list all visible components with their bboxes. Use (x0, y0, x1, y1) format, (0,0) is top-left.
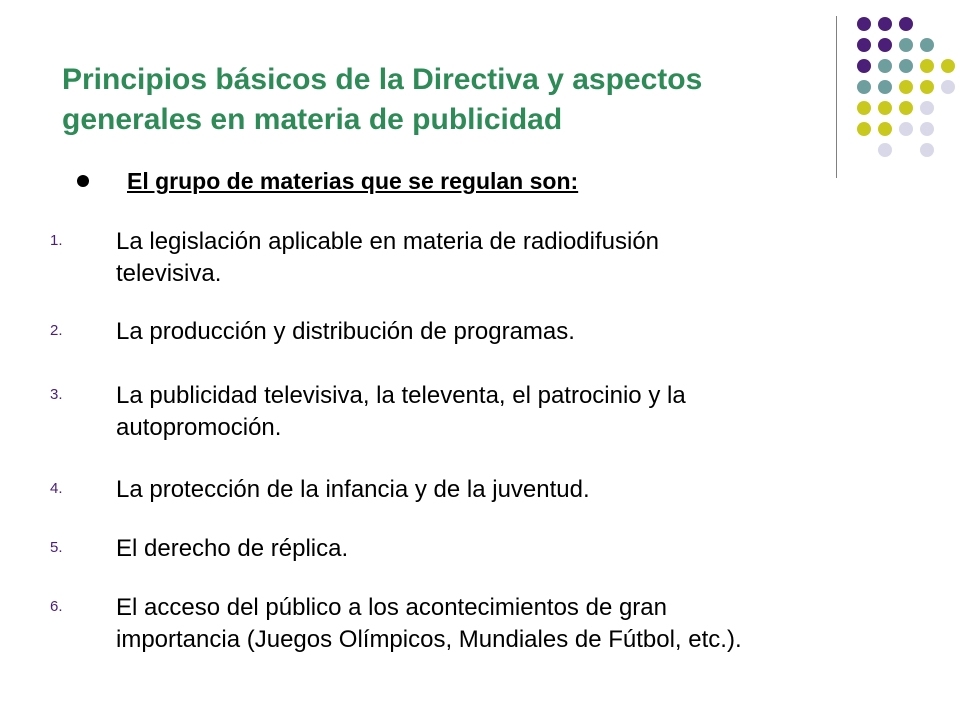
list-item-line: La protección de la infancia y de la juventud. (116, 476, 590, 503)
list-item-text (116, 592, 906, 656)
list-item-text (116, 474, 906, 506)
decorative-dot (899, 17, 913, 31)
list-heading: El grupo de materias que se regulan son: (127, 168, 579, 194)
list-item-line: La publicidad televisiva, la televenta, el patrocinio y la (116, 382, 686, 409)
decorative-dot (899, 38, 913, 52)
decorative-dot (920, 38, 934, 52)
decorative-dot (857, 80, 871, 94)
list-item-line: La producción y distribución de programas. (116, 318, 575, 345)
list-item-text (116, 533, 906, 565)
decorative-dot (899, 122, 913, 136)
decorative-dot (878, 101, 892, 115)
decorative-dot (941, 59, 955, 73)
list-item-number: 4. (50, 480, 63, 497)
list-item-line: importancia (Juegos Olímpicos, Mundiales de Fútbol, etc.). (116, 626, 742, 653)
decorative-dot (899, 59, 913, 73)
decorative-dot (878, 143, 892, 157)
decorative-dot (899, 80, 913, 94)
slide-title (62, 60, 822, 140)
list-item-text (116, 316, 906, 348)
list-item-number: 2. (50, 322, 63, 339)
list-item-number: 5. (50, 539, 63, 556)
list-item-number: 6. (50, 598, 63, 615)
bullet-icon (77, 175, 89, 187)
decorative-dot (899, 101, 913, 115)
decorative-dot (857, 38, 871, 52)
decorative-dot (920, 122, 934, 136)
decorative-dot (878, 59, 892, 73)
list-item-number: 1. (50, 232, 63, 249)
list-item-line: autopromoción. (116, 414, 282, 441)
decorative-dot (878, 80, 892, 94)
decorative-dot (920, 59, 934, 73)
decorative-dot (857, 122, 871, 136)
decorative-dot (878, 122, 892, 136)
decorative-dot (857, 59, 871, 73)
list-item-line: televisiva. (116, 260, 222, 287)
decorative-dot (941, 80, 955, 94)
list-item-text (116, 226, 906, 290)
list-item-number: 3. (50, 386, 63, 403)
decorative-dot (920, 101, 934, 115)
list-item-text (116, 380, 906, 444)
vertical-divider (836, 16, 837, 178)
list-item-line: El acceso del público a los acontecimientos de gran (116, 594, 667, 621)
decorative-dot (857, 101, 871, 115)
decorative-dot (878, 17, 892, 31)
heading-bullet-row (77, 162, 837, 202)
decorative-dot (857, 17, 871, 31)
slide-title-line-1: Principios básicos de la Directiva y aspectos (62, 63, 703, 96)
decorative-dot (878, 38, 892, 52)
slide-title-line-2: generales en materia de publicidad (62, 103, 563, 136)
decorative-dot (920, 143, 934, 157)
list-item-line: El derecho de réplica. (116, 535, 349, 562)
decorative-dot (920, 80, 934, 94)
list-item-line: La legislación aplicable en materia de radiodifusión (116, 228, 660, 255)
